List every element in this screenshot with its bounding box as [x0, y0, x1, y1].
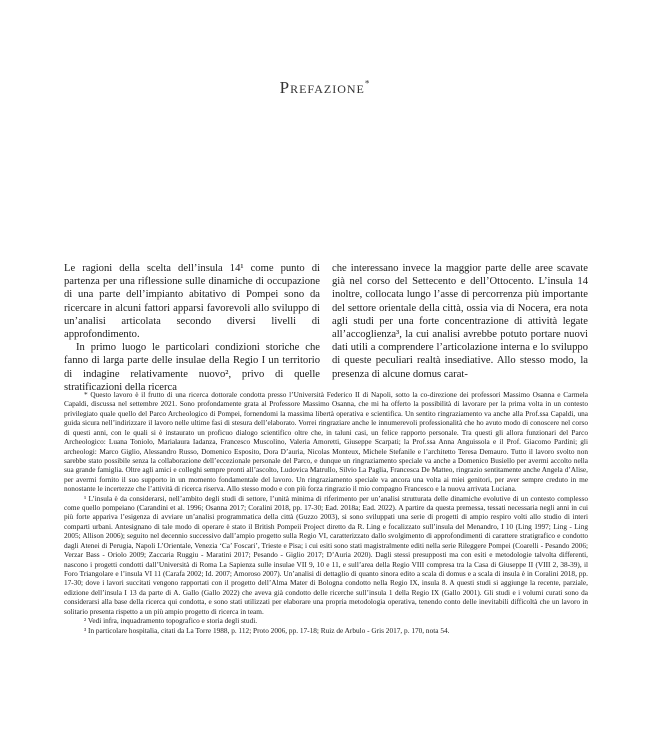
footnote-3: ³ In particolare hospitalia, citati da La Torre 1988, p. 112; Proto 2006, pp. 17-18; Ruiz de Arbulo - Gris 2017, p. 170, nota 54.	[84, 625, 450, 635]
right-column	[332, 262, 588, 394]
paragraph-3: che interessano invece la maggior parte delle aree scavate già nel corso del Settecento e dell’Ottocento. L’insula 14 inoltre, collocata lungo l’asse di percorrenza più importante del settore orientale della città, ossia via di Nocera, era nota agli studi per una forte concentrazione di attività legate all’accoglienza³, la cui analisi avrebbe potuto portare nuovi dati utili a comprendere l’articolazione interna e lo sviluppo di queste peculiari realtà insediative. Allo stesso modo, la presenza di alcune domus carat-	[332, 263, 588, 380]
footnote-1: ¹ L’insula è da considerarsi, nell’ambito degli studi di settore, l’unità minima di riferimento per un’analisi strutturata delle dinamiche evolutive di un contesto complesso come quello pompeiano (Carandini et al. 1996; Osanna 2017; Coralini 2018, pp. 17-30; Ead. 2018a; Ead. 2022). A partire da questa premessa, tessati necessaria negli anni in cui più forte appariva l’esigenza di avviare un’analisi programmatica della città (Guzzo 2003), si sono sviluppati una serie di progetti di ampio respiro volti allo studio di interi comparti urbani. Antesignano di tale modo di operare è stato il British Pompeii Project diretto da R. Ling e focalizzato sull’insula del Menandro, I 10 (Ling 1997; Ling - Ling 2005; Allison 2006); seguito nel decennio successivo dall’ampio progetto sulla Regio VI, caratterizzato dallo svolgimento di approfondimenti di carattere stratigrafico e condotto dagli Atenei di Perugia, Napoli L’Orientale, Venezia ‘Ca’ Foscari’, Trieste e Pisa; i cui esiti sono stati magistralmente editi nella serie Rileggere Pompei (Coarelli - Pesando 2006; Verzar Bass - Oriolo 2009; Zaccaria Ruggiu - Maratini 2017; Pesando - Giglio 2017; D’Auria 2020). Dagli stessi presupposti ma con esiti e metodologie talvolta differenti, nascono i progetti condotti dall’Università di Roma La Sapienza sulle insulae VII 9, 10 e 11, e sull’area della Regio VIII compresa tra la Casa di Giuseppe II (VIII 2, 38-39), il Foro Triangolare e l’insula VI 11 (Carafa 2002; Id. 2007; Amoroso 2007). Un’analisi di dettaglio di quanto sinora edito a scala di domus e a scala di insula è in Coralini 2018, pp. 17-30; dove i lavori succitati vengono rapportati con il progetto dell’Alma Mater di Bologna condotto nella Regio IX, insula 8. A questi studi si aggiunge la recente, parziale, edizione dell’insula I 13 da parte di A. Gallo (Gallo 2022) che aveva già condotto delle ricerche sull’insula 1 della Regio IX (Gallo 2001). Gli studi e i volumi curati sono da considerarsi alla base della ricerca qui condotta, e sono stati utilizzati per elaborare una propria metodologia operativa, tenendo conto delle inevitabili difficoltà che un lavoro in solitario presenta rispetto a un più ampio progetto di ricerca in team.	[64, 493, 588, 616]
footnote-2: ² Vedi infra, inquadramento topografico e storia degli studi.	[84, 616, 258, 626]
footnotes	[64, 390, 588, 635]
title-footnote-mark: *	[364, 78, 371, 89]
footnote-star: * Questo lavoro è il frutto di una ricerca dottorale condotta presso l’Università Federico II di Napoli, sotto la co-direzione dei professori Massimo Osanna e Carmela Capaldi, discussa nel settembre 2021. Sono profondamente grata al Professore Massimo Osanna, che mi ha offerto la possibilità di lavorare per la prima volta in un contesto privilegiato quale quello del Parco Archeologico di Pompei, fornendomi la massima libertà operativa e scientifica. Un sentito ringraziamento va anche alla Prof.ssa Capaldi, una guida sicura nell’indirizzare il lavoro nelle ultime fasi di stesura dell’elaborato. Vorrei ringraziare anche le innumerevoli professionalità che ho avuto modo di conoscere nel corso di questi anni, con le quali si è instaurato un proficuo dialogo scientifico oltre che, in taluni casi, un felice rapporto personale. Tra questi gli allora funzionari del Parco Archeologico: Luana Toniolo, Marialaura Iadanza, Francesco Muscolino, Valeria Amoretti, Giuseppe Scarpati; la Prof.ssa Anna Anguissola e il Prof. Giacomo Pardini; gli archeologi: Marco Giglio, Alessandro Russo, Domenico Esposito, Dora D’auria, Nicolas Monteux, Michele Stefanile e l’architetto Teresa Demauro. Tutto il lavoro svolto non sarebbe stato possibile senza la collaborazione dell’eccezionale personale del Parco, e dunque un ringraziamento speciale va anche a Domenico Busiello per avermi accolto nella sua grande famiglia. Oltre agli amici e colleghi sempre pronti all’ascolto, Ludovica Matrullo, Silvio La Paglia, Francesca De Matteo, ringrazio sentitamente anche Angela d’Alise, per avermi fornito il suo supporto in un momento fondamentale del lavoro. Un ringraziamento speciale va ancora una volta ai miei genitori, per aver sempre creduto in me nonostante le incertezze che l’attività di ricerca riserva. Allo stesso modo e con più forza ringrazio il mio compagno Francesco e la nuova arrivata Luciana.	[64, 390, 588, 494]
paragraph-2: In primo luogo le particolari condizioni storiche che fanno di larga parte delle insulae della Regio I un territorio di indagine relativamente nuovo², privo di quelle stratificazioni della ricerca	[64, 342, 320, 393]
paragraph-1: Le ragioni della scelta dell’insula 14¹ come punto di partenza per una riflessione sulle dinamiche di occupazione di una parte dell’impianto abitativo di Pompei sono da ricercare in alcuni fattori apparsi favorevoli allo sviluppo di un’analisi articolata secondo diversi livelli di approfondimento.	[64, 263, 320, 341]
body-text	[64, 262, 588, 394]
page-title	[0, 78, 650, 98]
title-text: Prefazione	[279, 78, 365, 97]
left-column	[64, 262, 320, 394]
